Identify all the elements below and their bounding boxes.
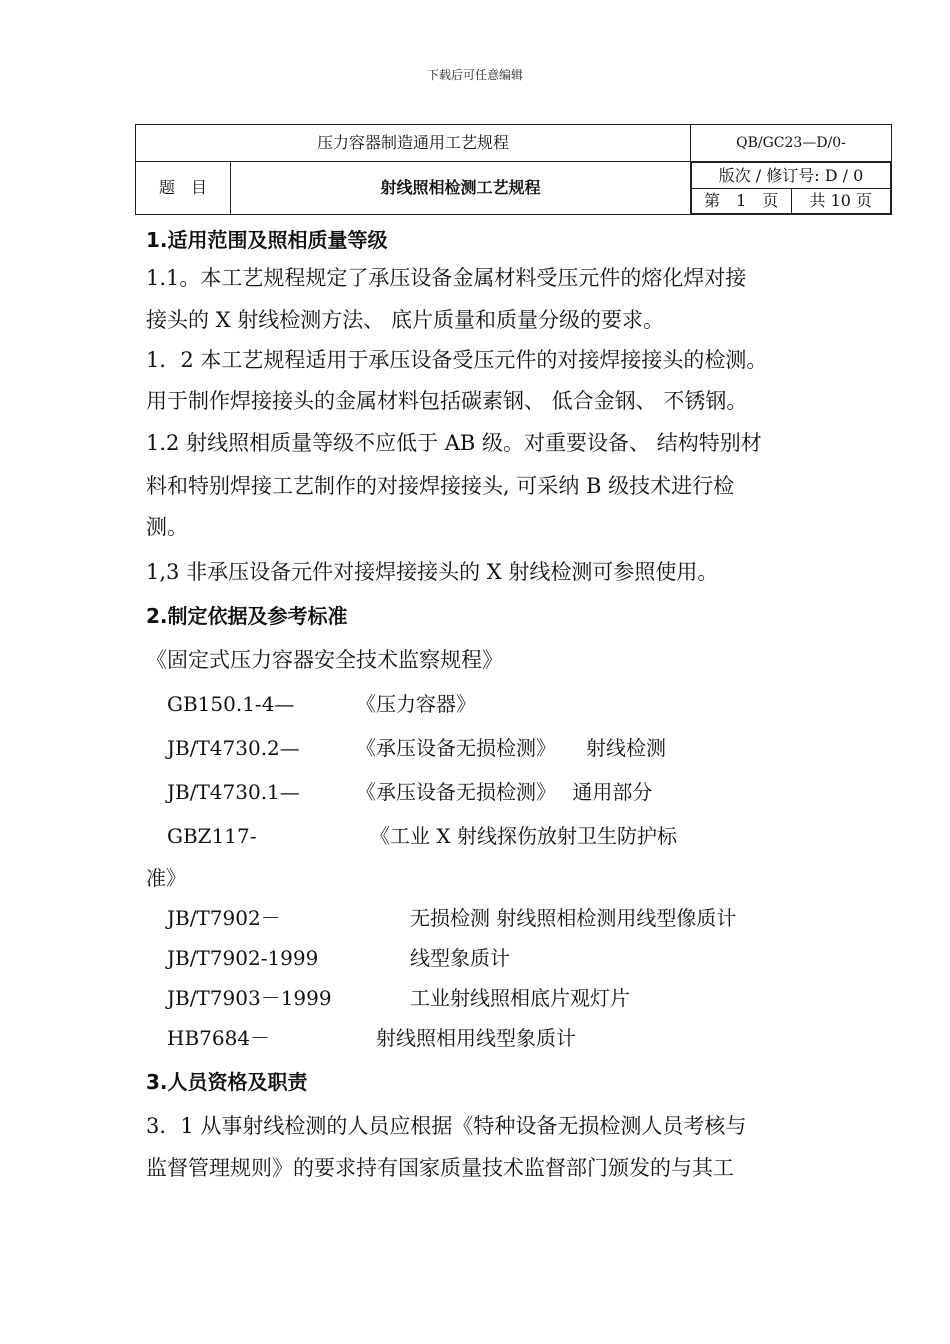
paragraph-line: 1,3 非承压设备元件对接焊接接头的 X 射线检测可参照使用。 bbox=[146, 560, 719, 584]
page-total: 共 10 页 bbox=[791, 189, 891, 214]
reference-title: 工业射线照相底片观灯片 bbox=[410, 986, 630, 1010]
paragraph-line: 1.1。本工艺规程规定了承压设备金属材料受压元件的熔化焊对接 bbox=[146, 266, 747, 290]
reference-title: 《工业 X 射线探伤放射卫生防护标 bbox=[370, 824, 677, 848]
paragraph-line: 1.2 射线照相质量等级不应低于 AB 级。对重要设备、 结构特别材 bbox=[146, 431, 762, 455]
revision-number: 版次 / 修订号: D / 0 bbox=[692, 163, 891, 189]
subject-title: 射线照相检测工艺规程 bbox=[231, 162, 691, 215]
reference-code: JB/T4730.2— bbox=[167, 736, 300, 760]
doc-code: QB/GC23—D/0- bbox=[691, 125, 892, 162]
paragraph-line: 料和特别焊接工艺制作的对接焊接接头, 可采纳 B 级技术进行检 bbox=[146, 474, 735, 498]
reference-title: 无损检测 射线照相检测用线型像质计 bbox=[410, 906, 737, 930]
reference-code: JB/T7903－1999 bbox=[167, 986, 332, 1010]
paragraph-line: 用于制作焊接接头的金属材料包括碳素钢、 低合金钢、 不锈钢。 bbox=[146, 389, 748, 413]
reference-code: HB7684－ bbox=[167, 1026, 271, 1050]
section-1-heading: 1.适用范围及照相质量等级 bbox=[146, 228, 388, 252]
watermark-text: 下载后可任意编辑 bbox=[426, 68, 523, 82]
section-3-heading: 3.人员资格及职责 bbox=[146, 1070, 308, 1094]
reference-title: 《压力容器》 bbox=[356, 692, 476, 716]
reference-code: JB/T7902－ bbox=[167, 906, 281, 930]
section-2-heading: 2.制定依据及参考标准 bbox=[146, 604, 348, 628]
reference-code: GBZ117- bbox=[167, 824, 257, 848]
document-header-table bbox=[135, 124, 892, 215]
reference-title: 射线照相用线型象质计 bbox=[376, 1026, 576, 1050]
paragraph-line: 测。 bbox=[146, 515, 188, 539]
doc-title: 压力容器制造通用工艺规程 bbox=[136, 125, 691, 162]
reference-code: GB150.1-4— bbox=[167, 692, 295, 716]
reference-code: JB/T7902-1999 bbox=[167, 946, 319, 970]
regulation-title: 《固定式压力容器安全技术监察规程》 bbox=[146, 648, 503, 672]
reference-title: 《承压设备无损检测》 通用部分 bbox=[356, 780, 653, 804]
reference-title: 《承压设备无损检测》 射线检测 bbox=[356, 736, 666, 760]
paragraph-line: 监督管理规则》的要求持有国家质量技术监督部门颁发的与其工 bbox=[146, 1156, 734, 1180]
paragraph-line: 接头的 X 射线检测方法、 底片质量和质量分级的要求。 bbox=[146, 308, 664, 332]
revision-block bbox=[691, 162, 892, 215]
subject-label: 题 目 bbox=[136, 162, 231, 215]
reference-code: JB/T4730.1— bbox=[167, 780, 300, 804]
paragraph-line: 1．2 本工艺规程适用于承压设备受压元件的对接焊接接头的检测。 bbox=[146, 348, 768, 372]
reference-title: 线型象质计 bbox=[410, 946, 510, 970]
reference-code: 准》 bbox=[146, 866, 186, 890]
page-number: 第 1 页 bbox=[692, 189, 792, 214]
paragraph-line: 3．1 从事射线检测的人员应根据《特种设备无损检测人员考核与 bbox=[146, 1114, 747, 1138]
